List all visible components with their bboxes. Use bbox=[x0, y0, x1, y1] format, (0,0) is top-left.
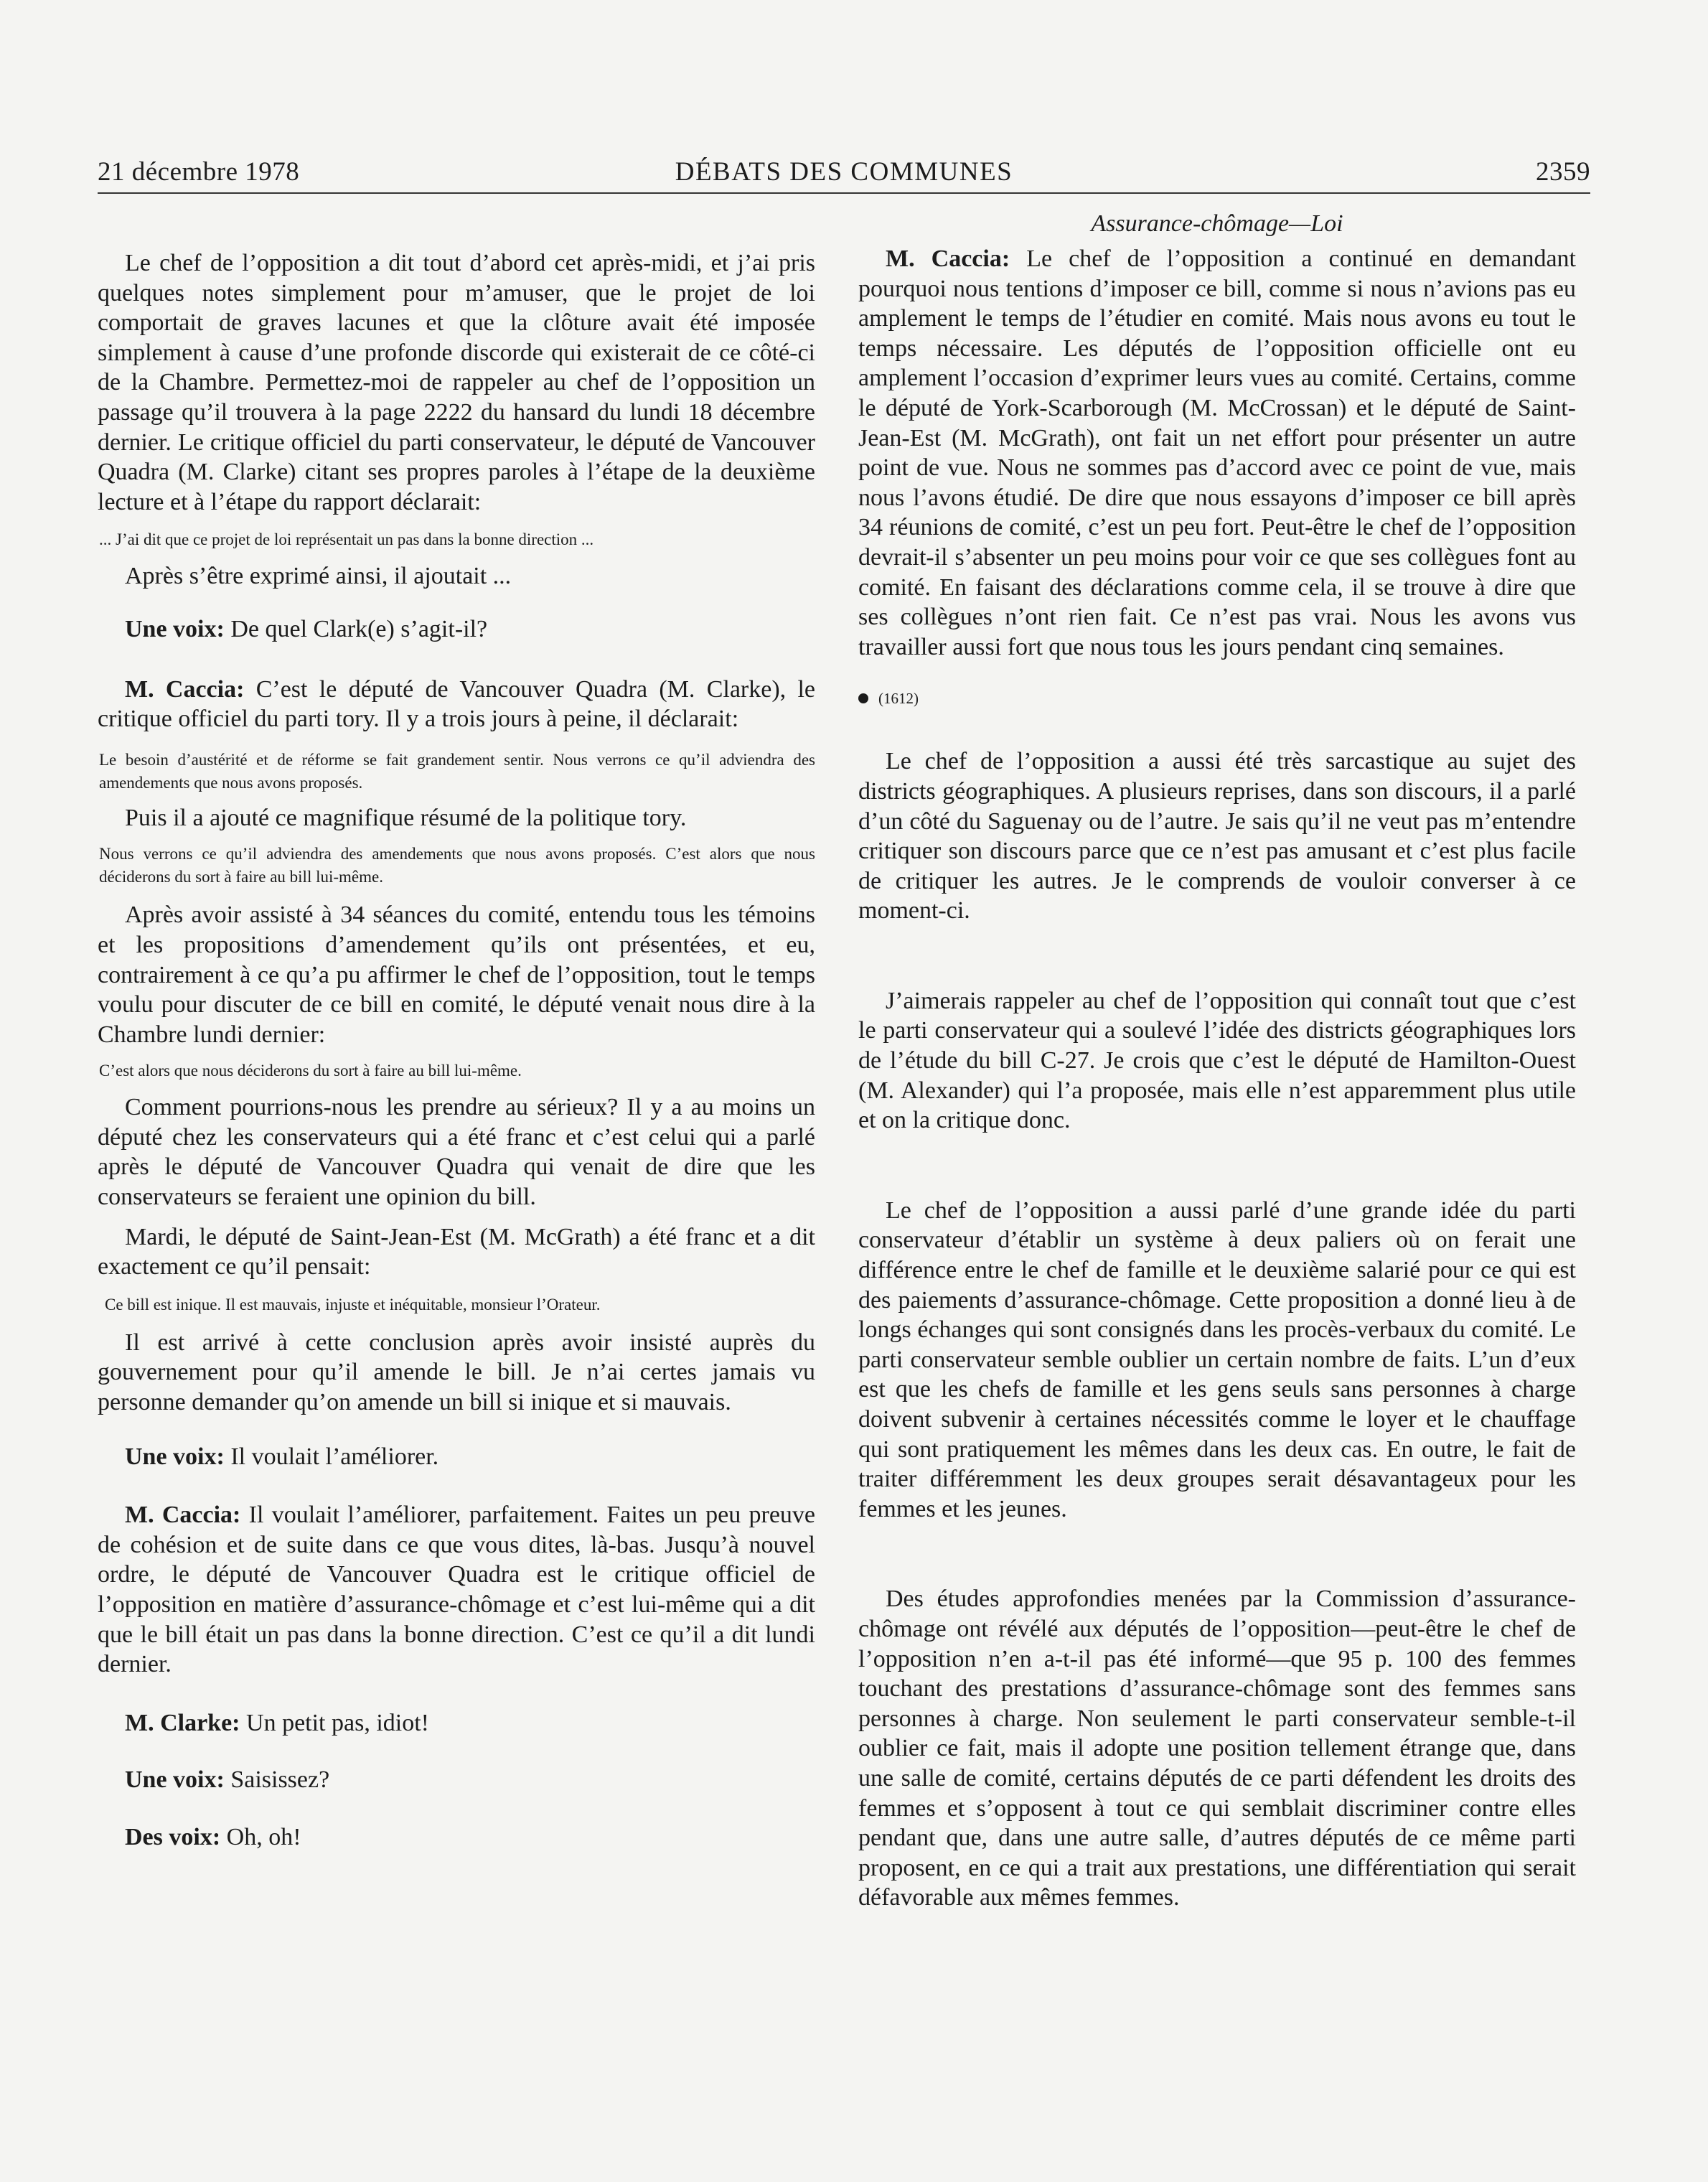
speech-text: Le chef de l’opposition a continué en demandant pourquoi nous tentions d’imposer ce bill, comme si nous n’avions pas eu amplement le temps de l’étudier en comité. Mais nous avons eu tout le temps nécessaire. Les députés de l’opposition officielle ont eu amplement l’occasion d’exprimer leurs vues au comité. Certains, comme le député de York-Scarborough (M. McCrossan) et le député de Saint-Jean-Est (M. McGrath), ont fait un net effort pour présenter un autre point de vue. Nous ne sommes pas d’accord avec ce point de vue, mais nous l’avons étudié. De dire que nous essayons d’imposer ce bill après 34 réunions de comité, c’est un peu fort. Peut-être le chef de l’opposition devrait-il s’absenter un peu moins pour voir ce que ses collègues font au comité. En faisant des déclarations comme cela, il se trouve à dire que ses collègues n’ont rien fait. Ce n’est pas vrai. Nous les avons vus travailler aussi fort que nous tous les jours pendant cinq semaines. bbox=[858, 245, 1576, 660]
speech-text: Un petit pas, idiot! bbox=[246, 1709, 429, 1736]
speech bbox=[98, 1765, 815, 1795]
speaker-name: M. Clarke: bbox=[125, 1709, 240, 1736]
speaker-name: Une voix: bbox=[125, 615, 225, 642]
speaker-name: Une voix: bbox=[125, 1766, 225, 1794]
speaker-name: M. Caccia: bbox=[886, 245, 1010, 272]
quotation: C’est alors que nous déciderons du sort à faire au bill lui-même. bbox=[99, 1062, 522, 1080]
speaker-name: M. Caccia: bbox=[125, 1502, 241, 1529]
speech-text: Il voulait l’améliorer, parfaitement. Faites un peu preuve de cohésion et de suite dans ce que vous dites, là-bas. Jusqu’à nouvel ordre, le député de Vancouver Quadra est le critique officiel de l’opposition en matière d’assurance-chômage et c’est lui-même qui a dit que le bill était un pas dans la bonne direction. C’est ce qu’il a dit lundi dernier. bbox=[98, 1502, 816, 1678]
speech-text: Il voulait l’améliorer. bbox=[230, 1443, 439, 1470]
right-column bbox=[858, 208, 1576, 1913]
speaker-name: Des voix: bbox=[125, 1823, 221, 1850]
speech bbox=[98, 1500, 815, 1680]
speech bbox=[98, 675, 815, 734]
section-title: Assurance-chômage—Loi bbox=[1091, 210, 1343, 237]
page-number: 2359 bbox=[1536, 157, 1590, 187]
paragraph: Puis il a ajouté ce magnifique résumé de la politique tory. bbox=[125, 804, 687, 831]
speech-text: Oh, oh! bbox=[226, 1823, 301, 1850]
bullet-icon bbox=[858, 693, 868, 703]
speaker-name: M. Caccia: bbox=[125, 675, 245, 703]
speech bbox=[98, 614, 815, 645]
paragraph: Il est arrivé à cette conclusion après avoir insisté auprès du gouvernement pour qu’il amende le bill. Je n’ai certes jamais vu personne demander qu’on amende un bill si inique et si mauvais. bbox=[98, 1329, 815, 1416]
paragraph: Comment pourrions-nous les prendre au sérieux? Il y a au moins un député chez les conservateurs qui a été franc et c’est celui qui a parlé après le député de Vancouver Quadra qui venait de dire que les conservateurs se feraient une opinion du bill. bbox=[98, 1094, 815, 1211]
paragraph: Après avoir assisté à 34 séances du comité, entendu tous les témoins et les propositions d’amendement qu’ils ont présentées, et eu, contrairement à ce qu’a pu affirmer le chef de l’opposition, tout le temps voulu pour discuter de ce bill en comité, le député venait nous dire à la Chambre lundi dernier: bbox=[98, 902, 815, 1048]
speech bbox=[98, 1822, 815, 1853]
speech bbox=[858, 244, 1576, 662]
paragraph: Mardi, le député de Saint-Jean-Est (M. McGrath) a été franc et a dit exactement ce qu’il pensait: bbox=[98, 1223, 815, 1280]
quotation: Le besoin d’austérité et de réforme se fait grandement sentir. Nous verrons ce qu’il adviendra des amendements que nous avons proposés. bbox=[99, 750, 815, 792]
speech-text: De quel Clark(e) s’agit-il? bbox=[230, 615, 488, 642]
speaker-name: Une voix: bbox=[125, 1443, 225, 1470]
speech bbox=[98, 1708, 815, 1738]
left-column bbox=[98, 208, 815, 1853]
page-header bbox=[98, 151, 1590, 194]
header-title: DÉBATS DES COMMUNES bbox=[675, 157, 1013, 187]
paragraph: J’aimerais rappeler au chef de l’opposition qui connaît tout que c’est le parti conservateur qui a soulevé l’idée des districts géographiques lors de l’étude du bill C-27. Je crois que c’est le député de Hamilton-Ouest (M. Alexander) qui l’a proposée, mais elle n’est apparemment plus utile et on la critique donc. bbox=[858, 987, 1576, 1134]
speech bbox=[98, 1442, 815, 1472]
paragraph: Le chef de l’opposition a aussi été très sarcastique au sujet des districts géographiques. A plusieurs reprises, dans son discours, il a parlé d’un côté du Saguenay ou de l’autre. Je sais qu’il ne veut pas m’entendre critiquer son discours parce que ce n’est pas amusant et c’est plus facile de critiquer les autres. Je le comprends de vouloir converser à ce moment-ci. bbox=[858, 748, 1576, 924]
time-marker-text: (1612) bbox=[878, 690, 919, 708]
time-marker bbox=[858, 688, 1576, 709]
paragraph: Le chef de l’opposition a aussi parlé d’une grande idée du parti conservateur d’établir un système à deux paliers où on ferait une différence entre le chef de famille et le deuxième salarié pour ce qui est des paiements d’assurance-chômage. Cette proposition a donné lieu à de longs échanges qui sont consignés dans les procès-verbaux du comité. Le parti conservateur semble oublier un certain nombre de faits. L’un d’eux est que les chefs de famille et les gens seuls sans personnes à charge doivent subvenir à certaines nécessités comme le loyer et le chauffage qui sont pratiquement les mêmes dans les deux cas. En outre, le fait de traiter différemment les deux groupes serait désavantageux pour les femmes et les jeunes. bbox=[858, 1197, 1576, 1522]
paragraph: Des études approfondies menées par la Commission d’assurance-chômage ont révélé aux députés de l’opposition—peut-être le chef de l’opposition n’en a-t-il pas été informé—que 95 p. 100 des femmes touchant des prestations d’assurance-chômage sont des femmes sans personnes à charge. Non seulement le parti conservateur semble-t-il oublier ce fait, mais il adopte une position tellement étrange que, dans une salle de comité, certains députés de ce parti défendent les droits des femmes et s’opposent à tout ce qui semblait discriminer contre elles pendant que, dans une autre salle, d’autres députés de ce même parti proposent, en ce qui a trait aux prestations, une différentiation qui serait défavorable aux mêmes femmes. bbox=[858, 1586, 1576, 1911]
paragraph: Le chef de l’opposition a dit tout d’abord cet après-midi, et j’ai pris quelques notes simplement pour m’amuser, que le projet de loi comportait de graves lacunes et que la clôture avait été imposée simplement à cause d’une profonde discorde qui existerait de ce côté-ci de la Chambre. Permettez-moi de rappeler au chef de l’opposition un passage qu’il trouvera à la page 2222 du hansard du lundi 18 décembre dernier. Le critique officiel du parti conservateur, le député de Vancouver Quadra (M. Clarke) citant ses propres paroles à l’étape de la deuxième lecture et à l’étape du rapport déclarait: bbox=[98, 250, 815, 515]
paragraph: Après s’être exprimé ainsi, il ajoutait ... bbox=[125, 563, 512, 590]
quotation: Ce bill est inique. Il est mauvais, injuste et inéquitable, monsieur l’Orateur. bbox=[105, 1295, 601, 1314]
speech-text: Saisissez? bbox=[230, 1766, 330, 1794]
quotation: Nous verrons ce qu’il adviendra des amendements que nous avons proposés. C’est alors que nous déciderons du sort à faire au bill lui-même. bbox=[99, 845, 815, 886]
quotation: ... J’ai dit que ce projet de loi représentait un pas dans la bonne direction ... bbox=[99, 530, 594, 549]
speech-text: C’est le député de Vancouver Quadra (M. Clarke), le critique officiel du parti tory. Il y a trois jours à peine, il déclarait: bbox=[98, 675, 816, 733]
header-date: 21 décembre 1978 bbox=[98, 157, 300, 187]
